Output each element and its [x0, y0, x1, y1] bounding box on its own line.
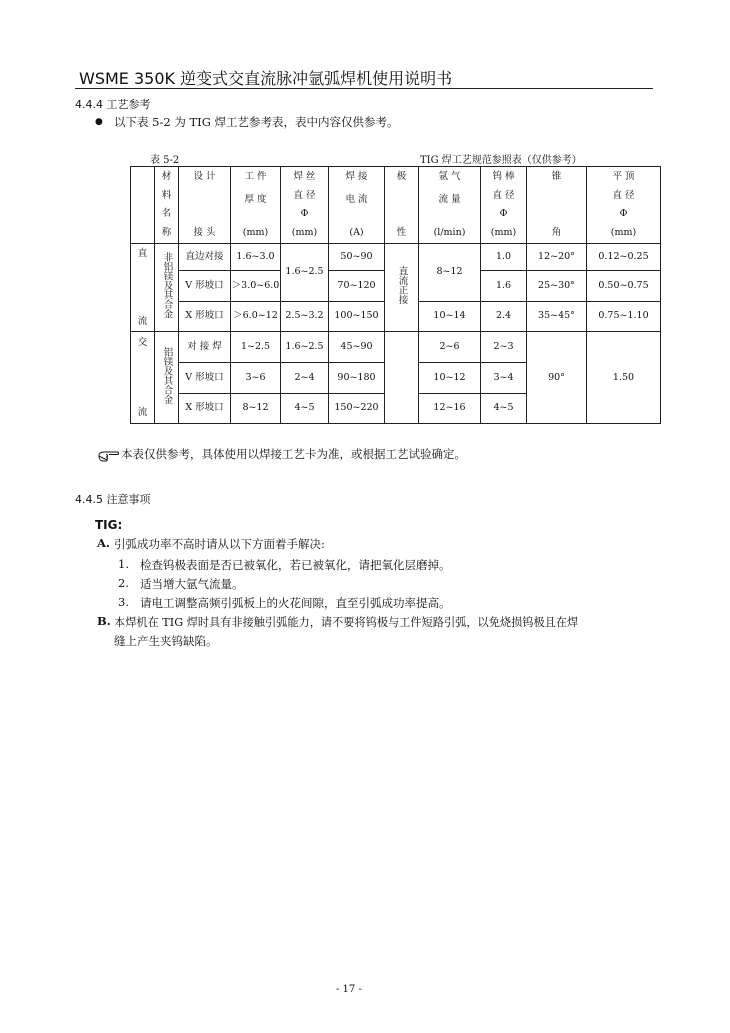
item-a-marker: A.: [97, 536, 110, 550]
ac-flat: 1.50: [587, 332, 661, 424]
pointing-hand-icon: [98, 447, 120, 466]
current-cell: 50~90: [329, 244, 385, 271]
tig-label: TIG:: [95, 518, 123, 532]
sub-item-text: 检查钨极表面是否已被氧化，若已被氧化，请把氧化层磨掉。: [140, 558, 451, 572]
ac-angle: 90°: [527, 332, 587, 424]
tig-parameters-table: [130, 166, 661, 424]
table-caption-number: 表 5-2: [150, 155, 180, 166]
table-row: [131, 332, 661, 363]
thickness-cell: ＞6.0~12: [231, 301, 281, 331]
section-heading-444: 4.4.4 工艺参考: [75, 98, 151, 111]
argon-cell: 10~14: [419, 301, 481, 331]
joint-cell: 对 接 焊: [179, 332, 231, 363]
thickness-cell: 1.6~3.0: [231, 244, 281, 271]
header-current: 焊 接 电 流 (A): [329, 167, 385, 244]
item-b-text-line2: 缝上产生夹钨缺陷。: [114, 634, 218, 648]
sub-item-text: 请电工调整高频引弧板上的火花间隙，直至引弧成功率提高。: [140, 596, 451, 610]
wire-cell: 2~4: [281, 363, 329, 393]
dc-group-label: 直 流: [131, 244, 155, 332]
tungsten-cell: 2.4: [481, 301, 527, 331]
thickness-cell: 1~2.5: [231, 332, 281, 363]
section-444-intro: 以下表 5-2 为 TIG 焊工艺参考表，表中内容仅供参考。: [114, 115, 399, 129]
header-polarity: 极 性: [385, 167, 419, 244]
bullet-dot: ●: [95, 117, 103, 127]
argon-cell: 10~12: [419, 363, 481, 393]
joint-cell: V 形坡口: [179, 271, 231, 301]
wire-cell: 1.6~2.5: [281, 244, 329, 302]
argon-cell: 12~16: [419, 393, 481, 423]
argon-cell: 8~12: [419, 244, 481, 302]
angle-cell: 25~30°: [527, 271, 587, 301]
sub-item-marker: 1.: [118, 557, 129, 571]
argon-cell: 2~6: [419, 332, 481, 363]
angle-cell: 35~45°: [527, 301, 587, 331]
table-header-row: [131, 167, 661, 244]
sub-item-text: 适当增大氩气流量。: [140, 577, 244, 591]
tungsten-cell: 2~3: [481, 332, 527, 363]
current-cell: 70~120: [329, 271, 385, 301]
tungsten-cell: 1.0: [481, 244, 527, 271]
page-number: - 17 -: [336, 984, 362, 995]
header-blank-cell: [131, 167, 155, 244]
tungsten-cell: 3~4: [481, 363, 527, 393]
dc-polarity: 直流正接: [385, 244, 419, 332]
joint-cell: 直边对接: [179, 244, 231, 271]
wire-cell: 1.6~2.5: [281, 332, 329, 363]
current-cell: 90~180: [329, 363, 385, 393]
header-thickness: 工 件 厚 度 (mm): [231, 167, 281, 244]
wire-cell: 2.5~3.2: [281, 301, 329, 331]
sub-item-marker: 2.: [118, 576, 129, 590]
thickness-cell: ＞3.0~6.0: [231, 271, 281, 301]
sub-item-marker: 3.: [118, 595, 129, 609]
current-cell: 150~220: [329, 393, 385, 423]
joint-cell: X 形坡口: [179, 393, 231, 423]
header-cone-angle: 锥 角: [527, 167, 587, 244]
dc-material: 非铝镁及其合金: [155, 244, 179, 332]
header-material: 材 料 名 称: [155, 167, 179, 244]
item-b-text-line1: 本焊机在 TIG 焊时具有非接触引弧能力，请不要将钨极与工件短路引弧，以免烧损钨极且在焊: [114, 616, 579, 629]
table-caption-title: TIG 焊工艺规范参照表（仅供参考）: [420, 155, 582, 166]
document-header-title: WSME 350K 逆变式交直流脉冲氩弧焊机使用说明书: [79, 69, 453, 88]
item-a-text: 引弧成功率不高时请从以下方面着手解决:: [114, 537, 325, 551]
header-tungsten-diameter: 钨 棒 直 径 Φ (mm): [481, 167, 527, 244]
current-cell: 45~90: [329, 332, 385, 363]
angle-cell: 12~20°: [527, 244, 587, 271]
thickness-cell: 3~6: [231, 363, 281, 393]
header-divider: [75, 88, 653, 89]
table-row: [131, 244, 661, 271]
tungsten-cell: 1.6: [481, 271, 527, 301]
ac-material: 铝镁及其合金: [155, 332, 179, 424]
thickness-cell: 8~12: [231, 393, 281, 423]
joint-cell: X 形坡口: [179, 301, 231, 331]
ac-polarity-empty: [385, 332, 419, 424]
current-cell: 100~150: [329, 301, 385, 331]
joint-cell: V 形坡口: [179, 363, 231, 393]
section-heading-445: 4.4.5 注意事项: [75, 493, 151, 506]
table-note: 本表仅供参考，具体使用以焊接工艺卡为准，或根据工艺试验确定。: [121, 447, 466, 461]
flat-cell: 0.75~1.10: [587, 301, 661, 331]
item-b-marker: B.: [97, 614, 111, 628]
flat-cell: 0.50~0.75: [587, 271, 661, 301]
header-flat-diameter: 平 顶 直 径 Φ (mm): [587, 167, 661, 244]
header-argon-flow: 氩 气 流 量 (l/min): [419, 167, 481, 244]
ac-group-label: 交 流: [131, 332, 155, 424]
header-joint: 设 计 接 头: [179, 167, 231, 244]
flat-cell: 0.12~0.25: [587, 244, 661, 271]
wire-cell: 4~5: [281, 393, 329, 423]
header-wire-diameter: 焊 丝 直 径 Φ (mm): [281, 167, 329, 244]
tungsten-cell: 4~5: [481, 393, 527, 423]
